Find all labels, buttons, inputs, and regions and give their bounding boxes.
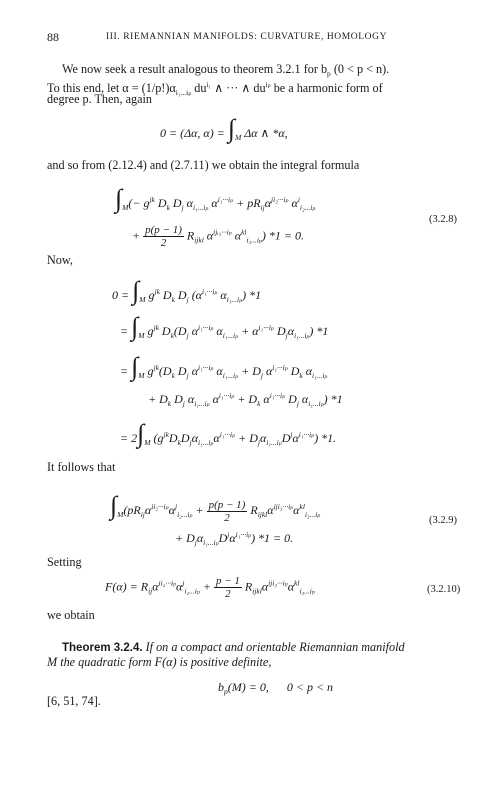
now-label: Now,	[47, 253, 73, 267]
intro-line-3: degree p. Then, again	[47, 92, 153, 106]
page-number: 88	[47, 30, 59, 44]
equation-number-3-2-9: (3.2.9)	[429, 515, 457, 526]
running-title: III. RIEMANNIAN MANIFOLDS: CURVATURE, HOMOLOGY	[106, 32, 388, 42]
intro-line-2: To this end, let $\alpha = (1/p!)\alpha_{i_1...i_p}$ $du^{i_1}$ ∧ ··· ∧ $du^{i_p}$ be a harmonic form of	[47, 80, 383, 97]
now-row-5: = $2\int_M$ $(g^{jk}D_kD_j\alpha_{i_1...i_p}\alpha^{i_1\cdot\cdot\cdot i_p} + D_j\alpha_{i_1...i_p}D^j\alpha^{i_1\cdot\cdot\cdot i_p})$ *1.	[120, 419, 337, 448]
references: [6, 51, 74].	[47, 694, 101, 708]
so-from-line: and so from (2.12.4) and (2.7.11) we obtain the integral formula	[47, 158, 360, 172]
equation-3-2-8-line-1: $\int_M(- g^{jk}$ $D_k$ $D_j$ $\alpha_{i_1...i_p}$ $\alpha^{i_1\cdot\cdot\cdot i_p} + pR_{ij}\alpha^{ji_2\cdot\cdot\cdot i_p}$ $\alpha^i_{i_2...i_p}$	[115, 184, 316, 213]
theorem-label: Theorem 3.2.4.	[62, 642, 143, 654]
integral-sign: ∫	[115, 184, 123, 213]
equation-number-3-2-8: (3.2.8)	[429, 214, 457, 225]
intro-line-1: We now seek a result analogous to theorem 3.2.1 for $b_p$ (0 < p < n).	[62, 62, 390, 78]
equation-3-2-10: $F(\alpha) = R_{ij}\alpha^{ii_2\cdot\cdot\cdot i_p}\alpha^j_{i_2...i_p}$ + $\frac{p - 1}{2}$ $R_{ijkl}\alpha^{iji_3\cdot\cdot\cdot i_p}\alpha^{kl}_{i_3...i_p}$	[105, 575, 315, 600]
now-row-4: + $D_k$ $D_j$ $\alpha_{i_1...i_p}$ $\alpha^{i_1\cdot\cdot\cdot i_p} + D_k$ $\alpha^{i_1\cdot\cdot\cdot i_p}$ $D_j$ $\alpha_{i_1...i_p}$) *1	[148, 391, 343, 408]
setting-label: Setting	[47, 555, 82, 569]
integral-sign: ∫	[227, 114, 235, 143]
now-row-1: $0 = \int_M$ $g^{jk}$ $D_k$ $D_j$ ($\alpha^{i_1\cdot\cdot\cdot i_p}$ $\alpha_{i_1...i_p}$) *1	[112, 276, 262, 305]
equation-3-2-9-line-1: $\int_M(pR_{ij}\alpha^{ii_2\cdot\cdot\cdot i_p}\alpha^j_{i_2...i_p}$ + $\frac{p(p - 1)}{2}$ $R_{ijkl}\alpha^{iji_3\cdot\cdot\cdot i_p}\alpha^{kl}_{i_3...i_p}$	[110, 491, 321, 524]
equation-delta-alpha: 0 = (Δα, $\alpha) = \int_M$ Δα ∧ *α,	[160, 114, 288, 143]
it-follows-label: It follows that	[47, 460, 116, 474]
fraction: $\frac{p(p - 1)}{2}$	[145, 224, 182, 249]
equation-3-2-8-line-2: + $\frac{p(p - 1)}{2}$ $R_{ijkl}$ $\alpha^{ijᵢ_3\cdot\cdot\cdot i_p}$ $\alpha^{kl}_{i_3...i_p}$) *1 = 0.	[132, 224, 305, 249]
now-row-3: = $\int_M$ $g^{jk}(D_k$ $D_j$ $\alpha^{i_1\cdot\cdot\cdot i_p}$ $\alpha_{i_1...i_p} + D_j$ $\alpha^{i_1\cdot\cdot\cdot i_p}$ $D_k$ $\alpha_{i_1...i_p}$	[120, 352, 328, 381]
equation-number-3-2-10: (3.2.10)	[427, 584, 461, 595]
theorem-equation: $b_p(M) = 0$, 0 < p < n	[218, 680, 334, 696]
theorem-line-2: M the quadratic form F(α) is positive definite,	[47, 655, 272, 669]
theorem-line-1: Theorem 3.2.4. If on a compact and orientable Riemannian manifold	[62, 640, 405, 654]
now-row-2: = $\int_M$ $g^{jk}$ $D_k(D_j$ $\alpha^{i_1\cdot\cdot\cdot i_p}$ $\alpha_{i_1...i_p} + \alpha^{i_1\cdot\cdot\cdot i_p}$ $D_j\alpha_{i_1...i_p}$) *1	[120, 312, 329, 341]
equation-3-2-9-line-2: + $D_j\alpha_{i_1...i_p}D^j\alpha^{i_1\cdot\cdot\cdot i_p}$) *1 = 0.	[175, 530, 294, 547]
we-obtain-label: we obtain	[47, 608, 95, 622]
